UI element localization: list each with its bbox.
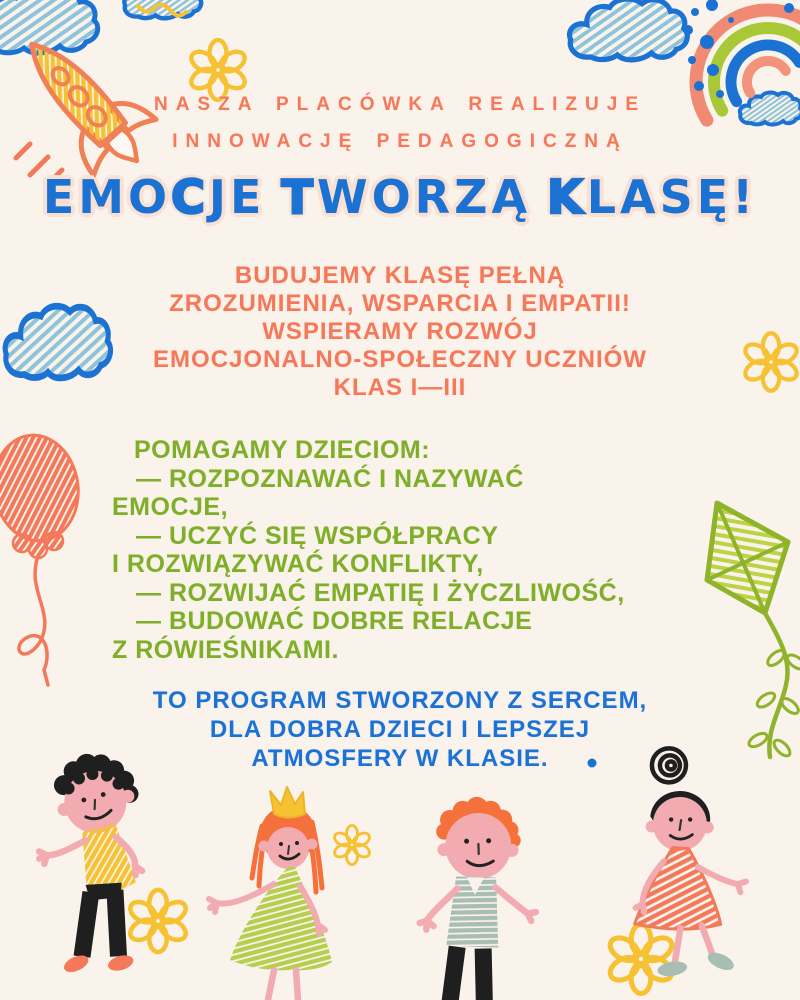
title-part: LASĘ! [586,170,758,224]
child-boy-sage [414,793,544,1000]
mission-text [0,262,800,402]
closing-line: TO PROGRAM STWORZONY Z SERCEM, [152,687,648,714]
child-princess [209,787,332,1000]
help-item: I ROZWIĄZYWAĆ KONFLIKTY, [112,550,484,578]
page-title [0,168,800,226]
closing-line: DLA DOBRA DZIECI I LEPSZEJ [209,716,591,743]
mission-line: BUDUJEMY KLASĘ PEŁNĄ [234,262,566,289]
title-part: C [171,170,209,224]
flower-icon [127,890,190,952]
closing-text [0,686,800,773]
cloud-icon [0,0,98,53]
help-item: — ROZPOZNAWAĆ I NAZYWAĆ [136,464,524,493]
title-part: EMO [42,170,172,224]
cloud-icon [569,0,687,60]
mission-line: KLAS I—III [333,374,467,401]
title-part: WORZĄ [316,170,532,224]
flower-icon [606,925,676,994]
intro-line-2: INNOWACJĘ PEDAGOGICZNĄ [172,131,628,152]
title-part: K [547,170,587,224]
mission-line: WSPIERAMY ROZWÓJ [262,318,538,345]
mission-line: EMOCJONALNO-SPOŁECZNY UCZNIÓW [153,346,647,373]
title-part: T [281,170,317,224]
help-item: EMOCJE, [112,493,229,521]
closing-line: ATMOSFERY W KLASIE. [251,745,549,772]
help-heading: POMAGAMY DZIECIOM: [134,436,431,464]
help-item: — ROZWIJAĆ EMPATIĘ I ŻYCZLIWOŚĆ, [136,578,625,607]
intro-text [0,86,800,160]
help-item: Z RÓWIEŚNIKAMI. [112,635,339,664]
title-part: JE [208,170,266,224]
balloon-icon [0,430,85,685]
help-item: — BUDOWAĆ DOBRE RELACJE [136,607,533,635]
child-boy-yellow [23,746,169,982]
mission-line: ZROZUMIENIA, WSPARCIA I EMPATII! [169,290,631,317]
help-list [112,436,732,664]
intro-line-1: NASZA PLACÓWKA REALIZUJE [153,94,647,115]
help-item: — UCZYĆ SIĘ WSPÓŁPRACY [136,521,499,550]
flower-icon [332,825,371,864]
